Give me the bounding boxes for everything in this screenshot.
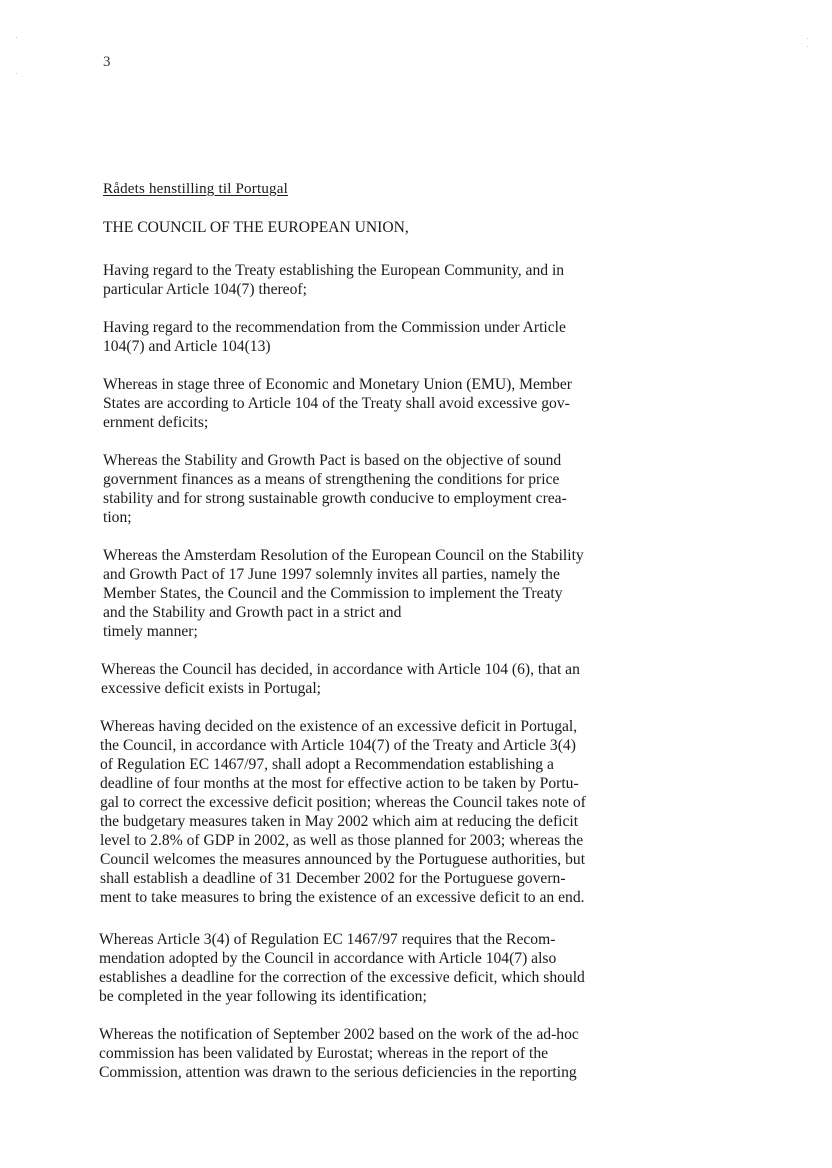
text-line: tion; — [103, 509, 132, 526]
paragraph-eurostat-notification — [99, 1025, 739, 1082]
text-line: deadline of four months at the most for effective action to be taken by Portu- — [100, 775, 579, 792]
paragraph-amsterdam-resolution — [103, 546, 743, 641]
paragraph-council-title — [103, 218, 743, 237]
text-line: Whereas the notification of September 2002 based on the work of the ad-hoc — [99, 1026, 579, 1043]
text-line: Whereas the Council has decided, in accordance with Article 104 (6), that an — [101, 661, 580, 678]
text-line: level to 2.8% of GDP in 2002, as well as those planned for 2003; whereas the — [100, 832, 584, 849]
paragraph-treaty-regard — [103, 261, 743, 299]
paragraph-stability-growth-pact — [103, 451, 743, 527]
text-line: Whereas Article 3(4) of Regulation EC 1467/97 requires that the Recom- — [99, 931, 556, 948]
paragraph-emu-stage-three — [103, 375, 743, 432]
text-line: and the Stability and Growth pact in a strict and — [103, 604, 402, 621]
text-line: Whereas the Stability and Growth Pact is based on the objective of sound — [103, 452, 562, 469]
text-line: ernment deficits; — [103, 414, 209, 431]
text-line: particular Article 104(7) thereof; — [103, 281, 307, 298]
scan-speck — [16, 37, 17, 38]
text-line: Commission, attention was drawn to the serious deficiencies in the reporting — [99, 1064, 577, 1081]
paragraph-commission-recommendation — [103, 318, 743, 356]
text-line: Having regard to the recommendation from the Commission under Article — [103, 319, 566, 336]
text-line: commission has been validated by Eurostat; whereas in the report of the — [99, 1045, 549, 1062]
text-line: Whereas the Amsterdam Resolution of the European Council on the Stability — [103, 547, 584, 564]
text-line: Member States, the Council and the Commission to implement the Treaty — [103, 585, 563, 602]
scan-speck — [807, 46, 808, 47]
text-line: timely manner; — [103, 623, 198, 640]
scan-speck — [807, 38, 808, 39]
text-line: States are according to Article 104 of the Treaty shall avoid excessive gov- — [103, 395, 570, 412]
text-line: the Council, in accordance with Article 104(7) of the Treaty and Article 3(4) — [100, 737, 576, 754]
text-line: ment to take measures to bring the existence of an excessive deficit to an end. — [100, 889, 585, 906]
page-number: 3 — [103, 54, 111, 70]
document-heading: Rådets henstilling til Portugal — [103, 181, 288, 197]
text-line: Whereas in stage three of Economic and Monetary Union (EMU), Member — [103, 376, 572, 393]
text-line: government finances as a means of strengthening the conditions for price — [103, 471, 560, 488]
text-line: the budgetary measures taken in May 2002 which aim at reducing the deficit — [100, 813, 579, 830]
text-line: establishes a deadline for the correction of the excessive deficit, which should — [99, 969, 585, 986]
text-line: Having regard to the Treaty establishing the European Community, and in — [103, 262, 565, 279]
text-line: shall establish a deadline of 31 December 2002 for the Portuguese govern- — [100, 870, 566, 887]
paragraph-regulation-article — [99, 930, 739, 1006]
paragraph-excessive-deficit-decision — [101, 660, 741, 698]
text-line: 104(7) and Article 104(13) — [103, 338, 271, 355]
text-line: and Growth Pact of 17 June 1997 solemnly invites all parties, namely the — [103, 566, 560, 583]
text-line: Whereas having decided on the existence of an excessive deficit in Portugal, — [100, 718, 578, 735]
paragraph-deadline-recommendation — [100, 717, 740, 907]
text-line: be completed in the year following its identification; — [99, 988, 427, 1005]
text-line: Council welcomes the measures announced by the Portuguese authorities, but — [100, 851, 586, 868]
text-line: of Regulation EC 1467/97, shall adopt a Recommendation establishing a — [100, 756, 554, 773]
text-line: mendation adopted by the Council in accordance with Article 104(7) also — [99, 950, 557, 967]
scan-speck — [16, 73, 17, 74]
text-line: stability and for strong sustainable growth conducive to employment crea- — [103, 490, 567, 507]
text-line: gal to correct the excessive deficit position; whereas the Council takes note of — [100, 794, 586, 811]
text-line: THE COUNCIL OF THE EUROPEAN UNION, — [103, 219, 409, 236]
text-line: excessive deficit exists in Portugal; — [101, 680, 321, 697]
